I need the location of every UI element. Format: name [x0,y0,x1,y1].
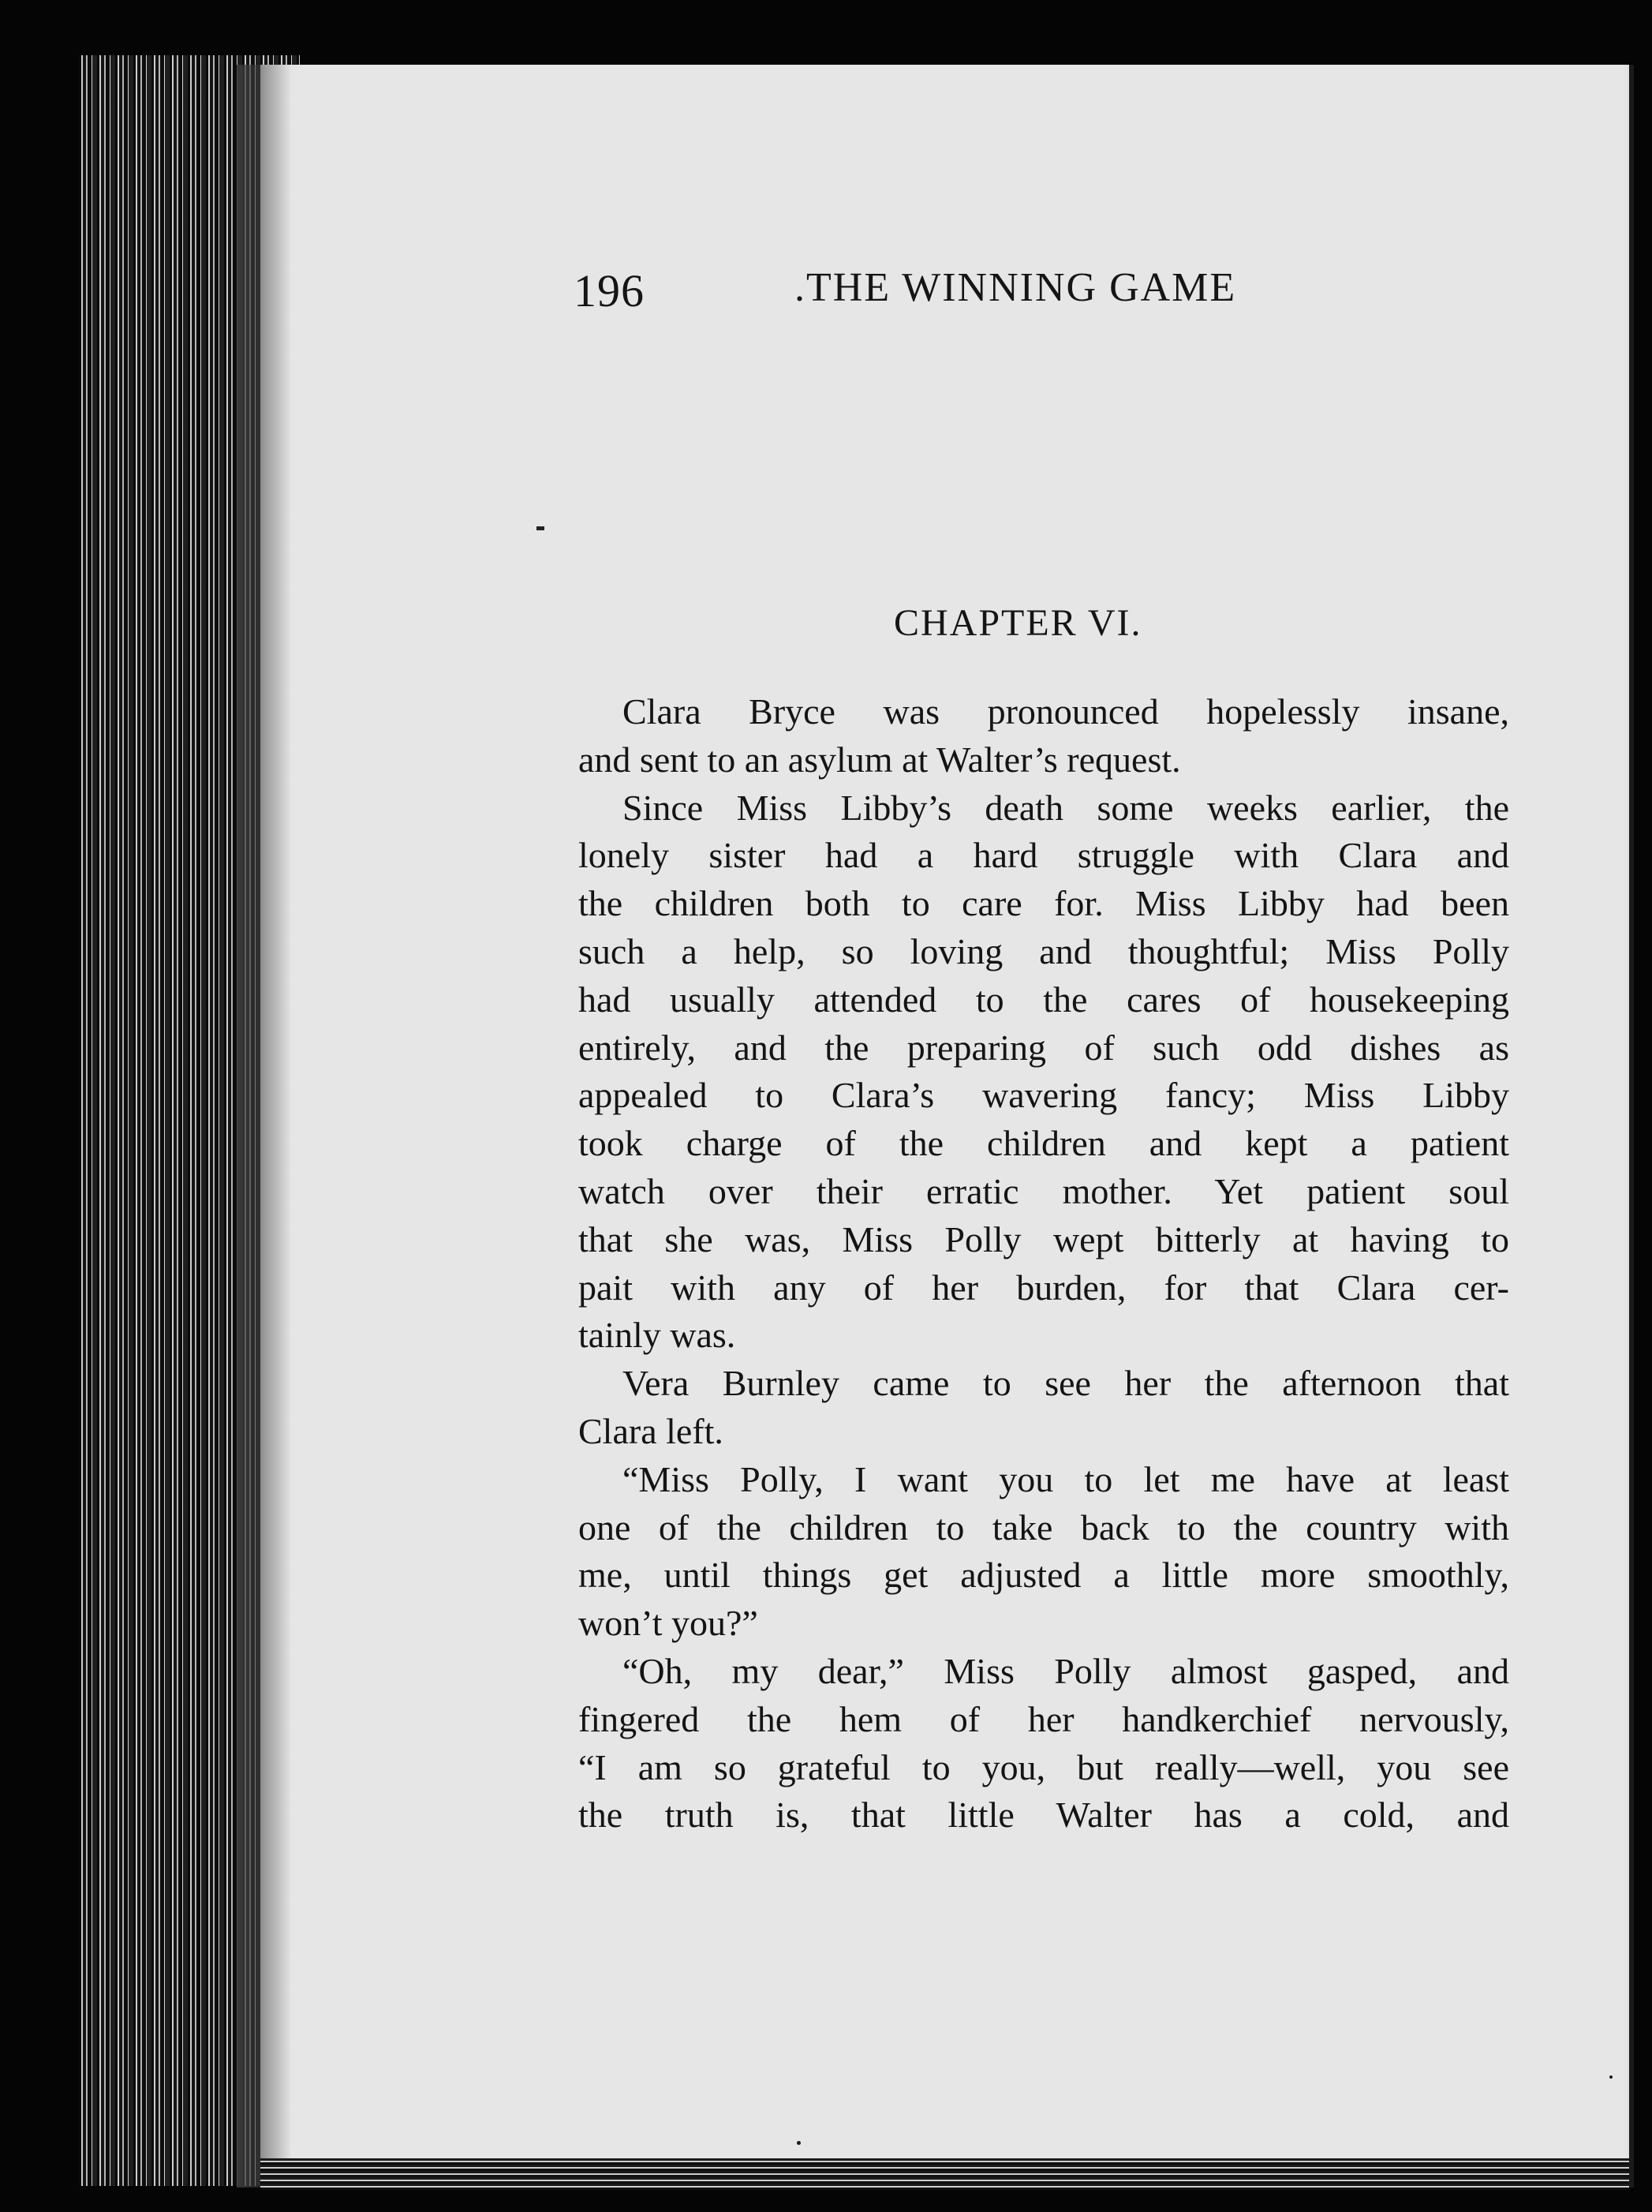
text-line: that she was, Miss Polly wept bitterly at having to [578,1218,1509,1259]
text-line: appealed to Clara’s wavering fancy; Miss Libby [578,1075,1509,1116]
text-line: the truth is, that little Walter has a cold, and [578,1795,1509,1836]
text-line: such a help, so loving and thoughtful; Miss Polly [578,930,1509,971]
text-line: had usually attended to the cares of housekeeping [578,979,1509,1020]
chapter-heading: CHAPTER VI. [894,602,1142,644]
stray-mark [536,526,544,530]
text-line: entirely, and the preparing of such odd dishes as [578,1027,1509,1068]
text-line: one of the children to take back to the country with [578,1506,1509,1548]
page-number: 196 [574,265,645,316]
running-head [574,264,1362,320]
text-line: “Oh, my dear,” Miss Polly almost gasped, and [622,1650,1509,1691]
text-line: the children both to care for. Miss Libby had been [578,883,1509,924]
text-line: pait with any of her burden, for that Clara cer- [578,1267,1509,1308]
text-line: “Miss Polly, I want you to let me have at least [622,1458,1509,1499]
gutter-shadow [237,65,292,2188]
text-line: and sent to an asylum at Walter’s request. [578,739,1181,780]
text-line: took charge of the children and kept a patient [578,1123,1509,1164]
text-line: won’t you?” [578,1603,758,1644]
text-line: Vera Burnley came to see her the afternoon that [622,1363,1509,1404]
text-line: watch over their erratic mother. Yet patient soul [578,1170,1509,1211]
text-line: “I am so grateful to you, but really—well, you see [578,1746,1509,1787]
text-line: lonely sister had a hard struggle with Clara and [578,835,1509,876]
text-line: me, until things get adjusted a little more smoothly, [578,1555,1509,1596]
ink-speck [797,2141,801,2145]
body-text [578,688,1509,1840]
ink-speck [1609,2075,1613,2079]
text-line: Clara Bryce was pronounced hopelessly insane, [622,691,1509,732]
running-title: .THE WINNING GAME [794,265,1237,310]
text-line: tainly was. [578,1315,736,1356]
text-line: fingered the hem of her handkerchief nervously, [578,1698,1509,1739]
text-line: Clara left. [578,1410,723,1451]
page-stack-bottom-edge [260,2158,1629,2190]
text-line: Since Miss Libby’s death some weeks earlier, the [622,787,1509,828]
